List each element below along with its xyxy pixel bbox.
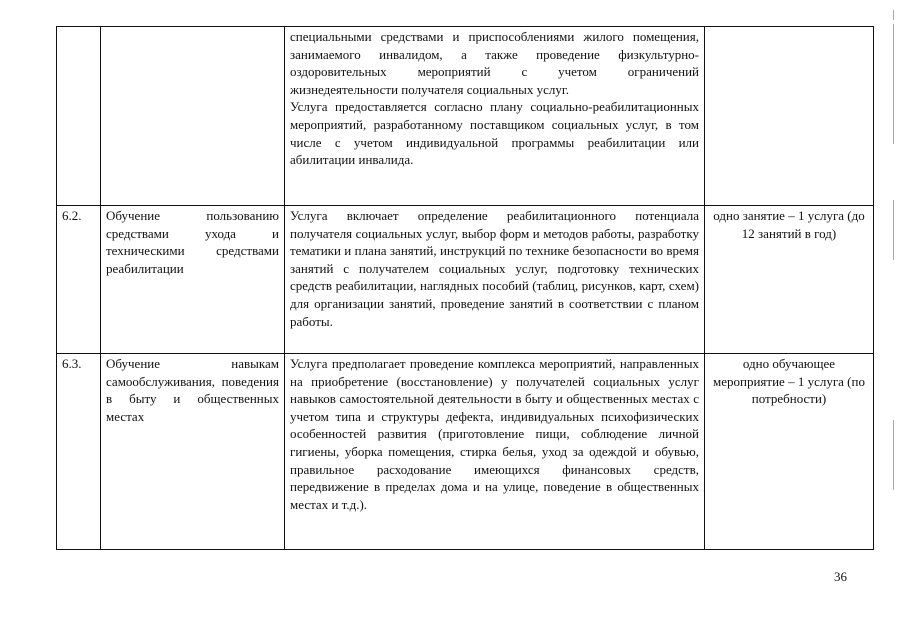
row-number-cell: 6.3. <box>57 354 101 550</box>
service-name-cell: Обучение пользованию средствами ухода и техническими средствами реабилитации <box>101 206 285 354</box>
service-name-cell <box>101 27 285 206</box>
description-paragraph: Услуга включает определение реабилитационного потенциала получателя социальных услуг, выбор форм и методов работы, разработку тематики и плана занятий, инструкций по технике безопасности во время занятий с получателем социальных услуг, подготовку технических средств реабилитации, наглядных пособий (таблиц, рисунков, карт, схем) для организации занятий, проведение занятий в соответствии с планом работы. <box>290 208 699 329</box>
service-description-cell <box>285 206 705 354</box>
scan-edge-mark <box>893 200 894 260</box>
service-norm-cell: одно обучающее мероприятие – 1 услуга (по потребности) <box>705 354 874 550</box>
services-table <box>56 26 874 550</box>
description-paragraph: Услуга предоставляется согласно плану социально-реабилитационных мероприятий, разработанному поставщиком социальных услуг, в том числе с учетом индивидуальной программы реабилитации или абилитации инвалида. <box>290 99 699 168</box>
service-norm-cell: одно занятие – 1 услуга (до 12 занятий в год) <box>705 206 874 354</box>
scan-edge-mark <box>893 420 894 490</box>
description-paragraph: специальными средствами и приспособлениями жилого помещения, занимаемого инвалидом, а также проведение физкультурно-оздоровительных мероприятий с учетом ограничений жизнедеятельности получателя социальных услуг. <box>290 29 699 97</box>
scan-edge-mark <box>893 24 894 144</box>
description-paragraph: Услуга предполагает проведение комплекса мероприятий, направленных на приобретение (восстановление) у получателей социальных услуг навыков самостоятельной деятельности в быту и общественных местах с учетом типа и структуры дефекта, индивидуальных психофизических особенностей развития (приготовление пищи, соблюдение личной гигиены, уборка помещения, стирка белья, уход за одеждой и обувью, правильное расходование имеющихся финансовых средств, передвижение в пределах дома и на улице, поведение в общественных местах и т.д.). <box>290 356 699 512</box>
page-number: 36 <box>834 569 847 584</box>
table-row <box>57 206 874 354</box>
service-description-cell <box>285 27 705 206</box>
service-name-cell: Обучение навыкам самообслуживания, поведения в быту и общественных местах <box>101 354 285 550</box>
scan-edge-mark <box>893 10 894 20</box>
service-description-cell <box>285 354 705 550</box>
service-norm-cell <box>705 27 874 206</box>
table-row <box>57 354 874 550</box>
row-number-cell: 6.2. <box>57 206 101 354</box>
row-number-cell <box>57 27 101 206</box>
table-row <box>57 27 874 206</box>
